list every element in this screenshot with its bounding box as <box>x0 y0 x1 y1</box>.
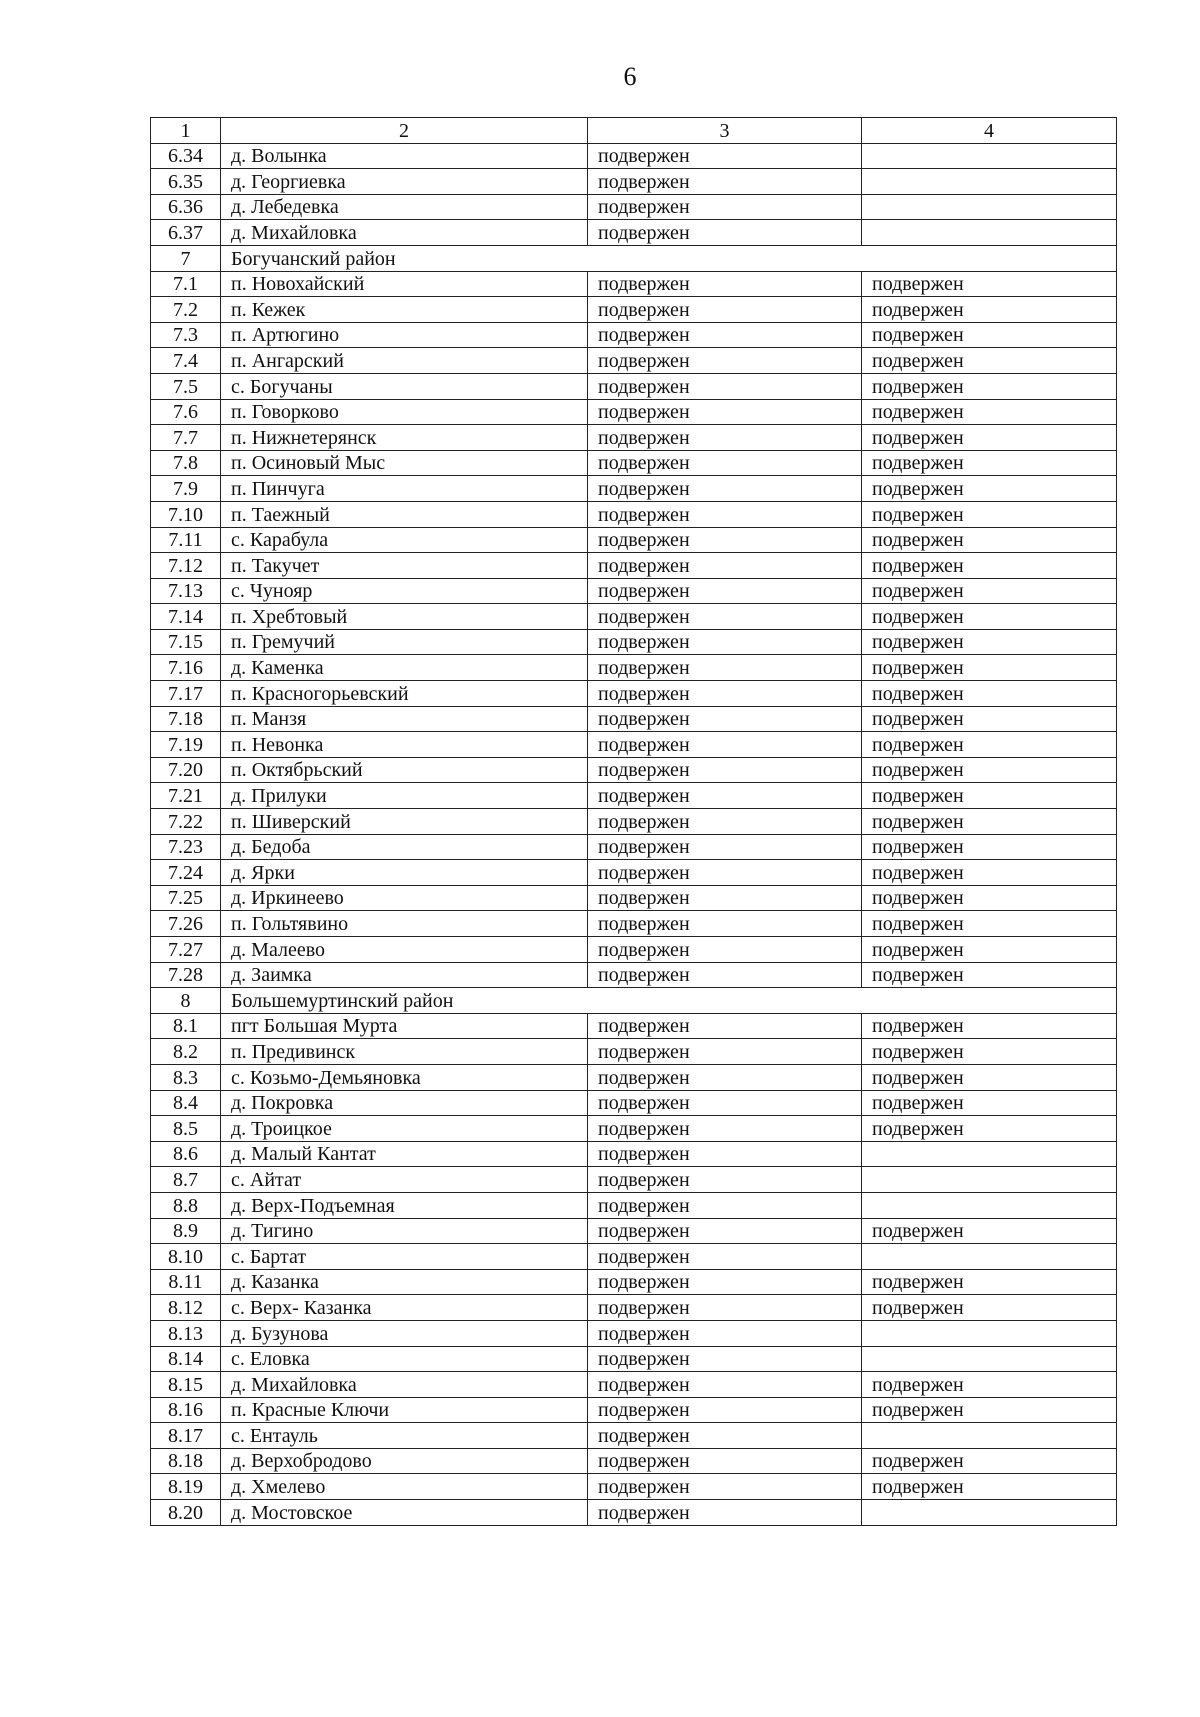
table-row <box>151 1372 1117 1398</box>
column-4-value <box>862 143 1117 169</box>
column-3-value: подвержен <box>588 297 862 323</box>
column-3-value: подвержен <box>588 860 862 886</box>
row-number: 7.10 <box>151 501 221 527</box>
settlement-name: п. Красные Ключи <box>221 1397 588 1423</box>
column-3-value: подвержен <box>588 1039 862 1065</box>
table-row <box>151 962 1117 988</box>
column-4-value: подвержен <box>862 757 1117 783</box>
column-3-value: подвержен <box>588 1346 862 1372</box>
row-number: 7.23 <box>151 834 221 860</box>
column-4-value <box>862 1320 1117 1346</box>
header-col-3: 3 <box>588 118 862 144</box>
column-4-value: подвержен <box>862 834 1117 860</box>
column-4-value: подвержен <box>862 1397 1117 1423</box>
settlement-name: п. Нижнетерянск <box>221 425 588 451</box>
table-row <box>151 834 1117 860</box>
column-4-value: подвержен <box>862 1269 1117 1295</box>
column-3-value: подвержен <box>588 271 862 297</box>
row-number: 7.9 <box>151 476 221 502</box>
column-3-value: подвержен <box>588 757 862 783</box>
section-row <box>151 245 1117 271</box>
column-3-value: подвержен <box>588 527 862 553</box>
table-row <box>151 220 1117 246</box>
column-3-value: подвержен <box>588 169 862 195</box>
column-3-value: подвержен <box>588 1474 862 1500</box>
column-4-value: подвержен <box>862 1448 1117 1474</box>
column-3-value: подвержен <box>588 885 862 911</box>
column-3-value: подвержен <box>588 783 862 809</box>
column-4-value <box>862 169 1117 195</box>
row-number: 8.11 <box>151 1269 221 1295</box>
column-4-value: подвержен <box>862 706 1117 732</box>
row-number: 8.4 <box>151 1090 221 1116</box>
column-4-value: подвержен <box>862 322 1117 348</box>
column-3-value: подвержен <box>588 1372 862 1398</box>
table-row <box>151 1090 1117 1116</box>
table-row <box>151 1448 1117 1474</box>
settlement-name: п. Хребтовый <box>221 604 588 630</box>
column-4-value <box>862 1141 1117 1167</box>
column-4-value <box>862 1346 1117 1372</box>
table-row <box>151 1346 1117 1372</box>
column-4-value <box>862 194 1117 220</box>
table-row <box>151 1218 1117 1244</box>
column-3-value: подвержен <box>588 348 862 374</box>
settlement-name: п. Октябрьский <box>221 757 588 783</box>
row-number: 8.20 <box>151 1500 221 1526</box>
column-3-value: подвержен <box>588 1218 862 1244</box>
column-4-value: подвержен <box>862 1090 1117 1116</box>
row-number: 7.20 <box>151 757 221 783</box>
column-3-value: подвержен <box>588 450 862 476</box>
column-3-value: подвержен <box>588 1295 862 1321</box>
settlement-name: д. Каменка <box>221 655 588 681</box>
district-name: Большемуртинский район <box>221 988 1117 1014</box>
settlement-name: д. Покровка <box>221 1090 588 1116</box>
column-3-value: подвержен <box>588 1244 862 1270</box>
column-3-value: подвержен <box>588 1013 862 1039</box>
column-3-value: подвержен <box>588 629 862 655</box>
table-row <box>151 476 1117 502</box>
row-number: 7.11 <box>151 527 221 553</box>
column-3-value: подвержен <box>588 604 862 630</box>
row-number: 7.3 <box>151 322 221 348</box>
settlement-name: с. Бартат <box>221 1244 588 1270</box>
column-4-value: подвержен <box>862 655 1117 681</box>
row-number: 8.5 <box>151 1116 221 1142</box>
column-3-value: подвержен <box>588 194 862 220</box>
settlement-name: п. Невонка <box>221 732 588 758</box>
column-4-value <box>862 1423 1117 1449</box>
column-3-value: подвержен <box>588 1320 862 1346</box>
table-row <box>151 348 1117 374</box>
table-row <box>151 425 1117 451</box>
column-4-value: подвержен <box>862 911 1117 937</box>
row-number: 8.1 <box>151 1013 221 1039</box>
settlement-name: п. Такучет <box>221 553 588 579</box>
settlement-name: д. Малый Кантат <box>221 1141 588 1167</box>
settlement-name: п. Шиверский <box>221 809 588 835</box>
column-4-value: подвержен <box>862 1116 1117 1142</box>
table-row <box>151 527 1117 553</box>
column-3-value: подвержен <box>588 1167 862 1193</box>
settlement-name: с. Чунояр <box>221 578 588 604</box>
column-4-value: подвержен <box>862 271 1117 297</box>
settlement-name: с. Ентауль <box>221 1423 588 1449</box>
settlement-name: д. Михайловка <box>221 220 588 246</box>
column-3-value: подвержен <box>588 1192 862 1218</box>
settlement-name: п. Говорково <box>221 399 588 425</box>
column-3-value: подвержен <box>588 1141 862 1167</box>
row-number: 7.15 <box>151 629 221 655</box>
settlement-name: д. Бедоба <box>221 834 588 860</box>
settlement-name: с. Богучаны <box>221 373 588 399</box>
settlement-name: п. Артюгино <box>221 322 588 348</box>
row-number: 8.18 <box>151 1448 221 1474</box>
row-number: 8.10 <box>151 1244 221 1270</box>
settlement-name: д. Бузунова <box>221 1320 588 1346</box>
table-row <box>151 732 1117 758</box>
table-row <box>151 1064 1117 1090</box>
column-4-value: подвержен <box>862 553 1117 579</box>
row-number: 8.8 <box>151 1192 221 1218</box>
column-4-value: подвержен <box>862 629 1117 655</box>
table-row <box>151 1423 1117 1449</box>
settlement-name: с. Карабула <box>221 527 588 553</box>
column-3-value: подвержен <box>588 578 862 604</box>
column-3-value: подвержен <box>588 1397 862 1423</box>
row-number: 7.13 <box>151 578 221 604</box>
settlement-name: д. Волынка <box>221 143 588 169</box>
row-number: 8.9 <box>151 1218 221 1244</box>
column-4-value: подвержен <box>862 783 1117 809</box>
settlement-name: п. Таежный <box>221 501 588 527</box>
column-4-value <box>862 1244 1117 1270</box>
settlement-name: д. Мостовское <box>221 1500 588 1526</box>
header-col-2: 2 <box>221 118 588 144</box>
table-body <box>151 118 1117 1526</box>
header-col-4: 4 <box>862 118 1117 144</box>
column-3-value: подвержен <box>588 1064 862 1090</box>
column-3-value: подвержен <box>588 1269 862 1295</box>
column-4-value: подвержен <box>862 937 1117 963</box>
column-3-value: подвержен <box>588 1500 862 1526</box>
settlement-name: д. Михайловка <box>221 1372 588 1398</box>
table-row <box>151 194 1117 220</box>
column-3-value: подвержен <box>588 501 862 527</box>
table-row <box>151 399 1117 425</box>
row-number: 8.17 <box>151 1423 221 1449</box>
row-number: 7.24 <box>151 860 221 886</box>
settlement-name: д. Троицкое <box>221 1116 588 1142</box>
column-4-value: подвержен <box>862 425 1117 451</box>
row-number: 8.7 <box>151 1167 221 1193</box>
row-number: 7.12 <box>151 553 221 579</box>
column-3-value: подвержен <box>588 399 862 425</box>
column-4-value: подвержен <box>862 885 1117 911</box>
table-row <box>151 757 1117 783</box>
row-number: 7.18 <box>151 706 221 732</box>
row-number: 8.13 <box>151 1320 221 1346</box>
table-row <box>151 1269 1117 1295</box>
column-4-value: подвержен <box>862 962 1117 988</box>
row-number: 7.17 <box>151 681 221 707</box>
column-3-value: подвержен <box>588 962 862 988</box>
column-4-value: подвержен <box>862 450 1117 476</box>
row-number: 7.5 <box>151 373 221 399</box>
row-number: 7.25 <box>151 885 221 911</box>
table-row <box>151 604 1117 630</box>
settlement-name: пгт Большая Мурта <box>221 1013 588 1039</box>
row-number: 8.14 <box>151 1346 221 1372</box>
column-3-value: подвержен <box>588 706 862 732</box>
column-3-value: подвержен <box>588 1423 862 1449</box>
table-row <box>151 681 1117 707</box>
column-4-value: подвержен <box>862 1372 1117 1398</box>
table-row <box>151 937 1117 963</box>
table-header-row <box>151 118 1117 144</box>
column-4-value: подвержен <box>862 476 1117 502</box>
settlement-name: п. Осиновый Мыс <box>221 450 588 476</box>
row-number: 8.6 <box>151 1141 221 1167</box>
settlement-name: д. Верх-Подъемная <box>221 1192 588 1218</box>
settlement-name: д. Иркинеево <box>221 885 588 911</box>
settlement-name: п. Красногорьевский <box>221 681 588 707</box>
table-row <box>151 885 1117 911</box>
table-row <box>151 629 1117 655</box>
row-number: 7.27 <box>151 937 221 963</box>
column-4-value: подвержен <box>862 527 1117 553</box>
column-3-value: подвержен <box>588 553 862 579</box>
column-4-value <box>862 220 1117 246</box>
column-3-value: подвержен <box>588 655 862 681</box>
column-4-value: подвержен <box>862 399 1117 425</box>
row-number: 7.4 <box>151 348 221 374</box>
column-3-value: подвержен <box>588 834 862 860</box>
table-row <box>151 1295 1117 1321</box>
row-number: 7.7 <box>151 425 221 451</box>
column-4-value: подвержен <box>862 501 1117 527</box>
table-row <box>151 450 1117 476</box>
table-row <box>151 1039 1117 1065</box>
column-3-value: подвержен <box>588 143 862 169</box>
table-row <box>151 911 1117 937</box>
table-row <box>151 860 1117 886</box>
table-row <box>151 271 1117 297</box>
table-row <box>151 578 1117 604</box>
row-number: 8.2 <box>151 1039 221 1065</box>
row-number: 7.21 <box>151 783 221 809</box>
table-row <box>151 322 1117 348</box>
column-4-value: подвержен <box>862 578 1117 604</box>
column-3-value: подвержен <box>588 1090 862 1116</box>
table-row <box>151 373 1117 399</box>
settlement-name: д. Тигино <box>221 1218 588 1244</box>
row-number: 7.14 <box>151 604 221 630</box>
column-4-value: подвержен <box>862 732 1117 758</box>
settlement-name: п. Гольтявино <box>221 911 588 937</box>
column-4-value: подвержен <box>862 1218 1117 1244</box>
row-number: 7.26 <box>151 911 221 937</box>
settlement-name: д. Верхобродово <box>221 1448 588 1474</box>
settlement-name: п. Манзя <box>221 706 588 732</box>
row-number: 7.2 <box>151 297 221 323</box>
table-row <box>151 1192 1117 1218</box>
table-row <box>151 1320 1117 1346</box>
table-row <box>151 1116 1117 1142</box>
district-name: Богучанский район <box>221 245 1117 271</box>
column-4-value: подвержен <box>862 809 1117 835</box>
column-3-value: подвержен <box>588 911 862 937</box>
column-4-value: подвержен <box>862 1474 1117 1500</box>
row-number: 7.1 <box>151 271 221 297</box>
column-3-value: подвержен <box>588 681 862 707</box>
row-number: 6.34 <box>151 143 221 169</box>
page-number: 6 <box>623 62 637 91</box>
row-number: 8 <box>151 988 221 1014</box>
row-number: 8.19 <box>151 1474 221 1500</box>
settlement-name: п. Кежек <box>221 297 588 323</box>
column-4-value <box>862 1500 1117 1526</box>
column-3-value: подвержен <box>588 1116 862 1142</box>
settlement-name: д. Георгиевка <box>221 169 588 195</box>
settlements-table <box>150 117 1117 1526</box>
column-3-value: подвержен <box>588 476 862 502</box>
settlement-name: п. Пинчуга <box>221 476 588 502</box>
header-col-1: 1 <box>151 118 221 144</box>
row-number: 8.15 <box>151 1372 221 1398</box>
table-row <box>151 783 1117 809</box>
table-row <box>151 706 1117 732</box>
table-row <box>151 1397 1117 1423</box>
column-4-value: подвержен <box>862 1295 1117 1321</box>
settlement-name: с. Айтат <box>221 1167 588 1193</box>
table-row <box>151 1244 1117 1270</box>
column-3-value: подвержен <box>588 373 862 399</box>
column-3-value: подвержен <box>588 1448 862 1474</box>
settlement-name: д. Хмелево <box>221 1474 588 1500</box>
table-row <box>151 655 1117 681</box>
settlement-name: д. Прилуки <box>221 783 588 809</box>
column-4-value: подвержен <box>862 604 1117 630</box>
row-number: 7.16 <box>151 655 221 681</box>
table-row <box>151 1013 1117 1039</box>
table-row <box>151 1167 1117 1193</box>
column-4-value: подвержен <box>862 681 1117 707</box>
settlement-name: с. Верх- Казанка <box>221 1295 588 1321</box>
table-row <box>151 143 1117 169</box>
column-4-value: подвержен <box>862 860 1117 886</box>
row-number: 7.19 <box>151 732 221 758</box>
settlement-name: с. Козьмо-Демьяновка <box>221 1064 588 1090</box>
column-3-value: подвержен <box>588 220 862 246</box>
row-number: 7.22 <box>151 809 221 835</box>
column-4-value <box>862 1192 1117 1218</box>
table-row <box>151 169 1117 195</box>
column-4-value <box>862 1167 1117 1193</box>
column-4-value: подвержен <box>862 1013 1117 1039</box>
settlement-name: п. Гремучий <box>221 629 588 655</box>
table-row <box>151 501 1117 527</box>
table-row <box>151 1141 1117 1167</box>
row-number: 7.8 <box>151 450 221 476</box>
settlement-name: п. Новохайский <box>221 271 588 297</box>
column-3-value: подвержен <box>588 732 862 758</box>
column-3-value: подвержен <box>588 322 862 348</box>
table-row <box>151 1500 1117 1526</box>
row-number: 7.28 <box>151 962 221 988</box>
settlement-name: д. Малеево <box>221 937 588 963</box>
column-3-value: подвержен <box>588 809 862 835</box>
settlement-name: д. Заимка <box>221 962 588 988</box>
settlement-name: д. Лебедевка <box>221 194 588 220</box>
settlement-name: п. Ангарский <box>221 348 588 374</box>
settlement-name: с. Еловка <box>221 1346 588 1372</box>
row-number: 8.12 <box>151 1295 221 1321</box>
section-row <box>151 988 1117 1014</box>
settlement-name: д. Казанка <box>221 1269 588 1295</box>
table-row <box>151 553 1117 579</box>
column-4-value: подвержен <box>862 1039 1117 1065</box>
table-row <box>151 1474 1117 1500</box>
row-number: 6.35 <box>151 169 221 195</box>
row-number: 7 <box>151 245 221 271</box>
settlement-name: д. Ярки <box>221 860 588 886</box>
row-number: 8.3 <box>151 1064 221 1090</box>
column-4-value: подвержен <box>862 297 1117 323</box>
settlement-name: п. Предивинск <box>221 1039 588 1065</box>
column-4-value: подвержен <box>862 348 1117 374</box>
column-4-value: подвержен <box>862 373 1117 399</box>
row-number: 8.16 <box>151 1397 221 1423</box>
row-number: 7.6 <box>151 399 221 425</box>
table-row <box>151 809 1117 835</box>
column-4-value: подвержен <box>862 1064 1117 1090</box>
table-row <box>151 297 1117 323</box>
row-number: 6.37 <box>151 220 221 246</box>
row-number: 6.36 <box>151 194 221 220</box>
column-3-value: подвержен <box>588 425 862 451</box>
column-3-value: подвержен <box>588 937 862 963</box>
